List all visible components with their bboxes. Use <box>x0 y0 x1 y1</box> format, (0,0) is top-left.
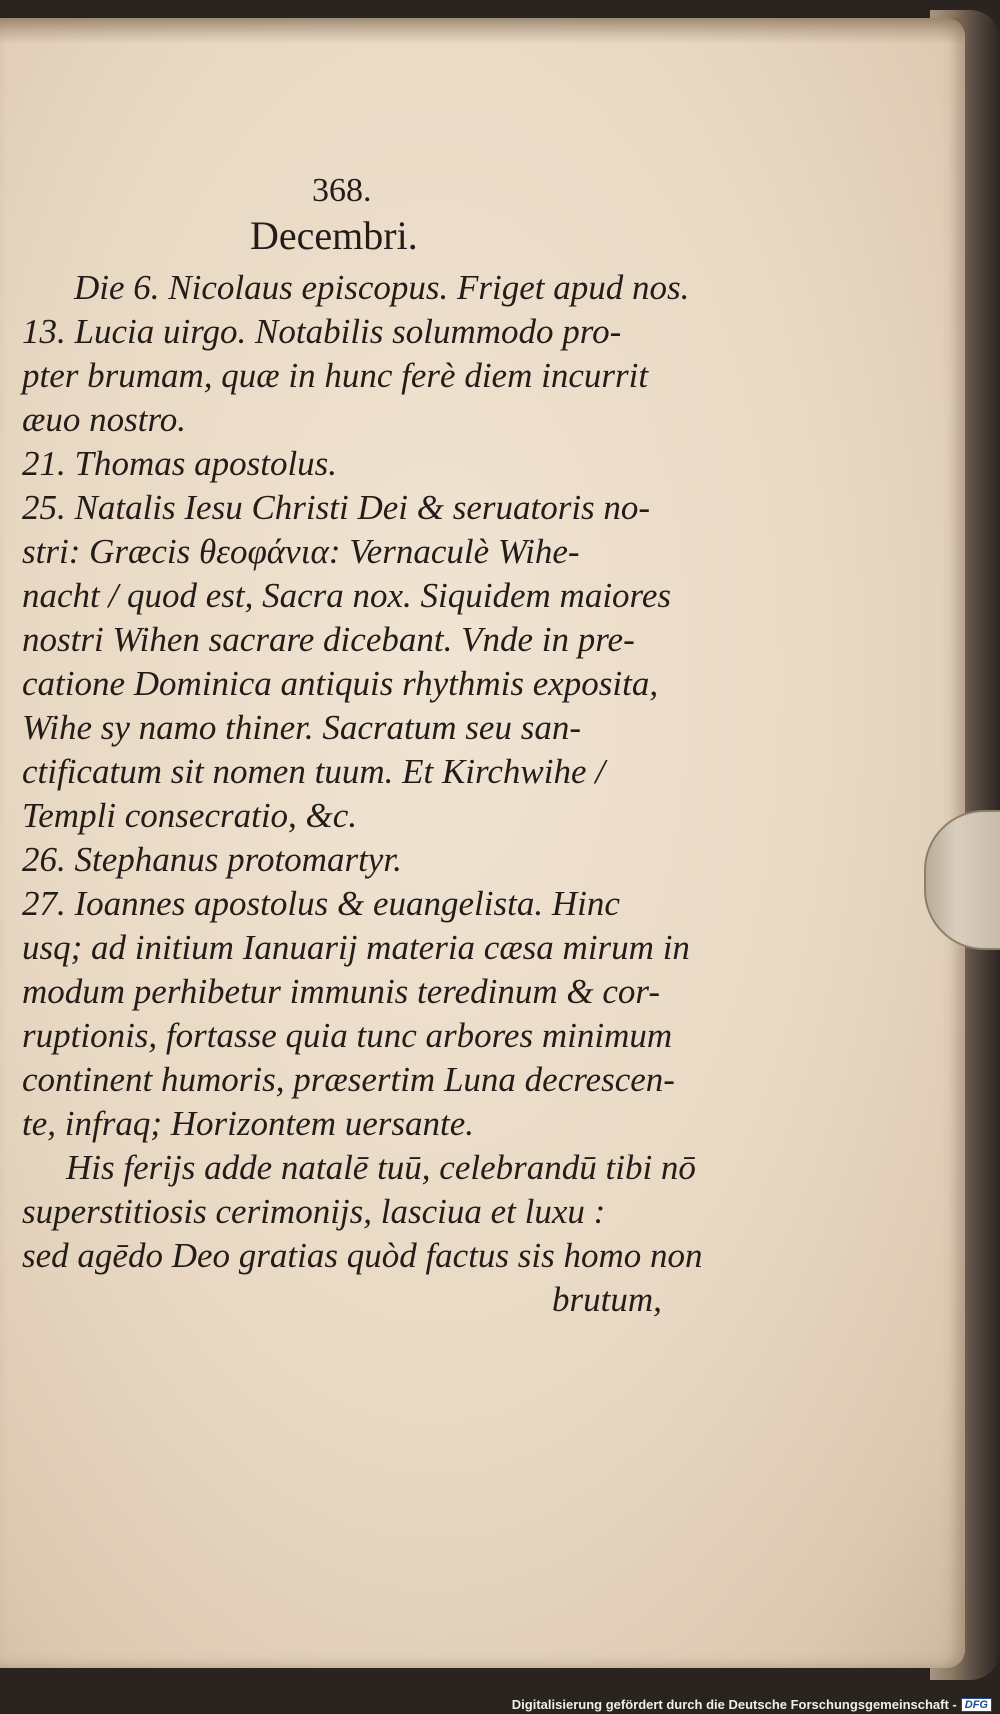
text-line: 25. Natalis Iesu Christi Dei & seruatoris no- <box>22 488 651 527</box>
digitization-footer <box>512 1697 992 1712</box>
text-line: Wihe sy namo thiner. Sacratum seu san- <box>22 708 581 747</box>
text-line: 27. Ioannes apostolus & euangelista. Hinc <box>22 884 620 923</box>
text-line: 26. Stephanus protomartyr. <box>22 840 402 879</box>
text-line: Templi consecratio, &c. <box>22 796 358 835</box>
text-line: te, infraq; Horizontem uersante. <box>22 1104 475 1143</box>
text-line: 21. Thomas apostolus. <box>22 444 338 483</box>
text-line: His ferijs adde natalē tuū, celebrandū tibi nō <box>66 1148 696 1187</box>
text-line: ruptionis, fortasse quia tunc arbores minimum <box>22 1016 673 1055</box>
text-line: pter brumam, quæ in hunc ferè diem incurrit <box>22 356 649 395</box>
page-heading: Decembri. <box>250 213 418 258</box>
text-line: Die 6. Nicolaus episcopus. Friget apud nos. <box>74 268 690 307</box>
text-line: catione Dominica antiquis rhythmis exposita, <box>22 664 659 703</box>
text-line: æuo nostro. <box>22 400 187 439</box>
text-line: 13. Lucia uirgo. Notabilis solummodo pro- <box>22 312 622 351</box>
text-line: continent humoris, præsertim Luna decrescen- <box>22 1060 675 1099</box>
text-line: superstitiosis cerimonijs, lasciua et luxu : <box>22 1192 606 1231</box>
page-number: 368. <box>312 172 372 209</box>
text-line: stri: Græcis θεοφάνια: Vernaculè Wihe- <box>22 532 580 571</box>
text-line: nacht / quod est, Sacra nox. Siquidem maiores <box>22 576 672 615</box>
text-line: ctificatum sit nomen tuum. Et Kirchwihe / <box>22 752 605 791</box>
text-line: sed agēdo Deo gratias quòd factus sis homo non <box>22 1236 703 1275</box>
page-top-shadow <box>0 18 965 44</box>
footer-credit: Digitalisierung gefördert durch die Deutsche Forschungsgemeinschaft - <box>511 1697 957 1712</box>
dfg-logo-icon: DFG <box>961 1698 992 1712</box>
text-line: nostri Wihen sacrare dicebant. Vnde in pre- <box>22 620 635 659</box>
catchword: brutum, <box>552 1280 662 1319</box>
text-line: usq; ad initium Ianuarij materia cæsa mirum in <box>22 928 690 967</box>
text-line: modum perhibetur immunis teredinum & cor- <box>22 972 660 1011</box>
